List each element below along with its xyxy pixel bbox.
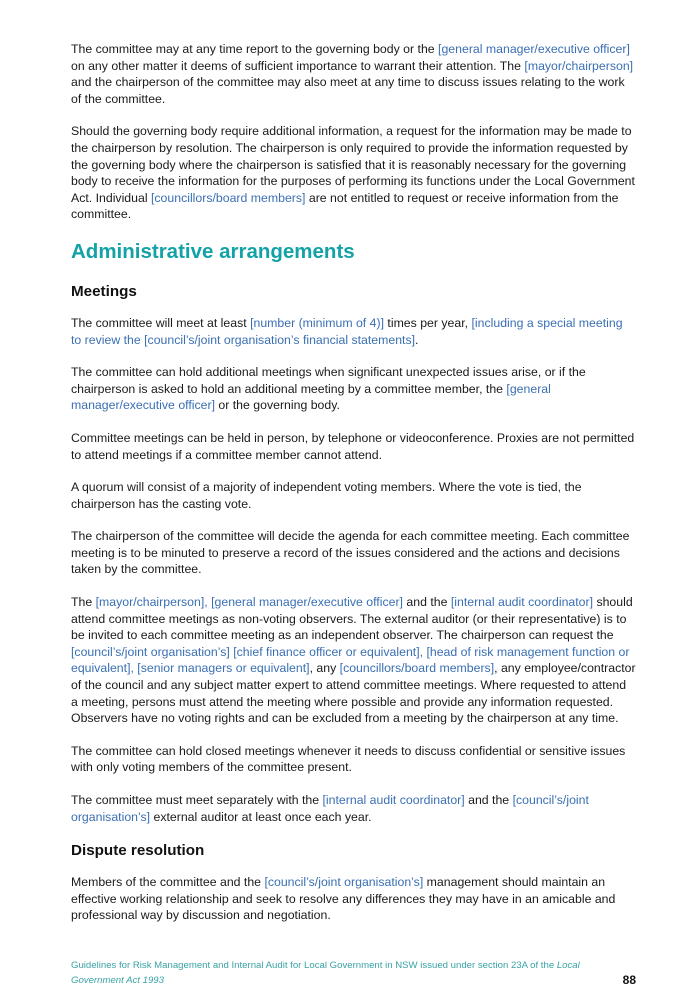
dispute-paragraph-1 <box>71 874 636 924</box>
placeholder-text: [general manager/executive officer] <box>71 381 551 413</box>
text-run: on any other matter it deems of sufficient importance to warrant their attention. The <box>71 58 525 73</box>
text-run: external auditor at least once each year. <box>150 809 372 824</box>
intro-paragraph-1 <box>71 41 636 107</box>
text-run: The committee will meet at least <box>71 315 251 330</box>
text-run: times per year, <box>384 315 472 330</box>
meetings-heading: Meetings <box>71 282 137 300</box>
text-run: and the <box>402 595 451 610</box>
text-run: The committee can hold additional meetings when significant unexpected issues arise, or if the chairperson is asked to hold an additional meeting by a committee member, the <box>71 365 586 396</box>
intro-paragraph-2 <box>71 123 636 223</box>
meetings-paragraph-1 <box>71 315 636 348</box>
text-run: Members of the committee and the <box>71 875 265 890</box>
dispute-resolution-heading: Dispute resolution <box>71 842 205 860</box>
placeholder-text: [council’s/joint organisation’s] <box>264 875 424 890</box>
placeholder-text: [council’s/joint organisation’s] [chief finance officer or equivalent], [head of risk management function or equivalent], [senior managers or equivalent] <box>71 644 630 676</box>
placeholder-text: [internal audit coordinator] <box>322 793 465 807</box>
text-run: , any <box>309 661 340 676</box>
placeholder-text: [general manager/executive officer] <box>438 42 630 56</box>
page-number: 88 <box>622 973 636 987</box>
text-run: The committee may at any time report to the governing body or the <box>71 42 439 56</box>
placeholder-text: [including a special meeting to review the [council’s/joint organisation’s financial statements] <box>71 315 623 347</box>
footer-act-title: Local Government Act 1993 <box>71 960 580 986</box>
text-run: and the chairperson of the committee may also meet at any time to discuss issues relating to the work of the committee. <box>71 75 625 106</box>
text-run: , any employee/contractor of the council and any subject matter expert to attend committee meetings. Where requested to attend a meeting, persons must attend the meeting where possible and provide any information requested. Observers have no voting rights and can be excluded from a meeting by the chairperson at any time. <box>71 661 636 726</box>
document-page <box>71 41 636 940</box>
meetings-paragraph-4: A quorum will consist of a majority of independent voting members. Where the vote is tied, the chairperson has the casting vote. <box>71 480 582 511</box>
meetings-paragraph-8 <box>71 792 636 825</box>
text-run: should attend committee meetings as non-voting observers. The external auditor (or their representative) is to be invited to each committee meeting as an independent observer. The chairperson can request the <box>71 595 633 643</box>
footer-citation <box>71 958 611 988</box>
placeholder-text: [mayor/chairperson], [general manager/executive officer] <box>95 595 403 610</box>
meetings-paragraph-2 <box>71 364 636 414</box>
text-run: The committee must meet separately with the <box>71 793 323 807</box>
footer-text: Guidelines for Risk Management and Internal Audit for Local Government in NSW issued under section 23A of the <box>71 960 557 971</box>
page-footer <box>71 958 636 988</box>
meetings-paragraph-7: The committee can hold closed meetings whenever it needs to discuss confidential or sensitive issues with only voting members of the committee present. <box>71 743 626 775</box>
text-run: and the <box>464 793 513 807</box>
text-run: Should the governing body require additional information, a request for the information may be made to the chairperson by resolution. The chairperson is only required to provide the information requested by the governing body where the chairperson is satisfied that it is reasonably necessary for the governing body to receive the information for the purposes of performing its functions under the Local Government Act. Individual <box>71 124 635 205</box>
meetings-paragraph-5: The chairperson of the committee will decide the agenda for each committee meeting. Each committee meeting is to be minuted to preserve a record of the issues considered and the actions and decisions taken by the committee. <box>71 529 630 577</box>
placeholder-text: [internal audit coordinator] <box>450 595 594 610</box>
meetings-paragraph-3: Committee meetings can be held in person, by telephone or videoconference. Proxies are not permitted to attend meetings if a committee member cannot attend. <box>71 430 635 462</box>
meetings-paragraph-6 <box>71 594 636 727</box>
text-run: The <box>71 595 96 610</box>
placeholder-text: [number (minimum of 4)] <box>250 315 384 330</box>
text-run: or the governing body. <box>215 398 340 413</box>
text-run: are not entitled to request or receive information from the committee. <box>71 190 619 222</box>
placeholder-text: [councillors/board members] <box>339 661 495 676</box>
text-run: . <box>415 332 419 347</box>
text-run: management should maintain an effective working relationship and seek to resolve any differences they may have in an amicable and professional way by discussion and negotiation. <box>71 875 616 923</box>
placeholder-text: [mayor/chairperson] <box>524 58 634 73</box>
section-heading: Administrative arrangements <box>71 239 355 263</box>
placeholder-text: [council’s/joint organisation’s] <box>71 793 589 824</box>
placeholder-text: [councillors/board members] <box>150 190 306 205</box>
